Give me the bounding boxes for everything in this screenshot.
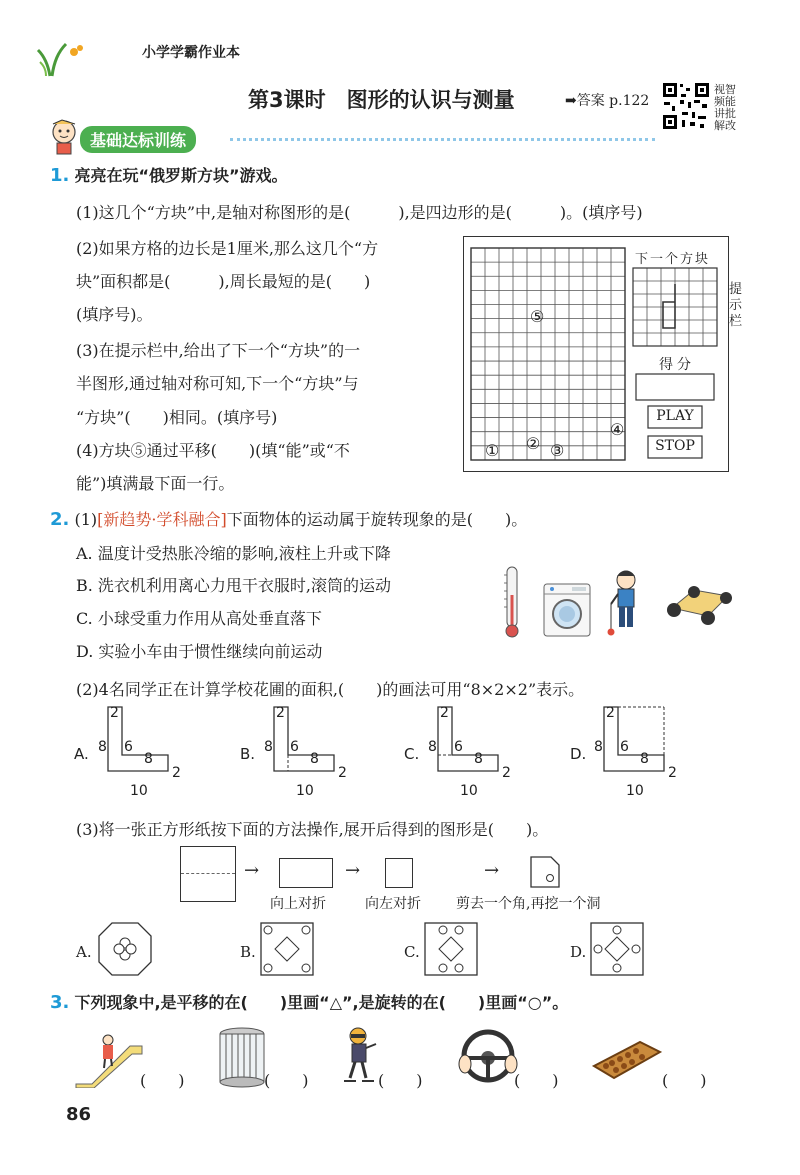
- marker-3: ③: [550, 441, 565, 460]
- banner-dotted-line: [230, 138, 655, 141]
- marker-4: ④: [610, 420, 625, 439]
- q1-line-5: (3)在提示栏中,给出了下一个“方块”的一: [76, 341, 361, 360]
- logo-sprout-icon: [36, 38, 86, 78]
- l-shape-label: 8: [474, 751, 483, 767]
- q1-line-3: 块”面积都是( ),周长最短的是( ): [76, 272, 371, 291]
- blank-2[interactable]: ( ): [264, 1071, 309, 1090]
- q1-line-1: (1)这几个“方块”中,是轴对称图形的是( ),是四边形的是( )。(填序号): [76, 203, 643, 222]
- l-shape-label: 2: [668, 765, 677, 781]
- q1-line-2: (2)如果方格的边长是1厘米,那么这几个“方: [76, 239, 379, 258]
- play-button[interactable]: PLAY: [656, 408, 694, 424]
- toy-car-icon: [664, 578, 736, 628]
- paper-square: [180, 846, 236, 902]
- tetris-game-figure: [463, 236, 743, 472]
- fold-option-d-label: D.: [570, 943, 587, 961]
- q1-line-7: “方块”( )相同。(填序号): [76, 408, 278, 427]
- l-shape-label: B.: [240, 745, 256, 763]
- q1-line-9: 能”)填满最下面一行。: [76, 474, 235, 493]
- q1-line-8: (4)方块⑤通过平移( )(填“能”或“不: [76, 441, 350, 460]
- escalator-icon: [74, 1030, 144, 1088]
- score-label: 得分: [659, 357, 695, 373]
- q2-part3: (3)将一张正方形纸按下面的方法操作,展开后得到的图形是( )。: [76, 820, 549, 839]
- q1-line-6: 半图形,通过轴对称可知,下一个“方块”与: [76, 374, 359, 393]
- q2-option-d: D. 实验小车由于惯性继续向前运动: [76, 642, 323, 661]
- fold-option-c-label: C.: [404, 943, 420, 961]
- l-shape-label: 8: [144, 751, 153, 767]
- l-shape-label: D.: [570, 745, 587, 763]
- q2-option-a: A. 温度计受热胀冷缩的影响,液柱上升或下降: [76, 544, 391, 563]
- q1-title: 1. 亮亮在玩“俄罗斯方块”游戏。: [50, 165, 288, 186]
- fold-step-3: 剪去一个角,再挖一个洞: [456, 896, 601, 912]
- steering-wheel-icon: [458, 1028, 518, 1086]
- fold-arrow-3: →: [484, 860, 500, 881]
- l-shape-label: 2: [502, 765, 511, 781]
- page-number: 86: [66, 1104, 92, 1125]
- blank-3[interactable]: ( ): [378, 1071, 423, 1090]
- q1-line-4: (填序号)。: [76, 305, 153, 324]
- revolving-door-icon: [218, 1026, 266, 1088]
- l-shape-options: [70, 705, 710, 800]
- l-shape-label: 2: [338, 765, 347, 781]
- l-shape-label: 10: [130, 783, 148, 799]
- l-shape-3: [570, 705, 677, 799]
- l-shape-label: 8: [264, 739, 273, 755]
- marker-5: ⑤: [530, 307, 545, 326]
- q2-part1: 2. (1)[新趋势·学科融合]下面物体的运动属于旋转现象的是( )。: [50, 509, 528, 530]
- q2-option-c: C. 小球受重力作用从高处垂直落下: [76, 609, 322, 628]
- hint-bar-label: 提示栏: [729, 282, 743, 329]
- fold-arrow-1: →: [244, 860, 260, 881]
- l-shape-label: 8: [640, 751, 649, 767]
- next-block-label: 下一个方块: [635, 252, 711, 267]
- paper-cut: [530, 856, 560, 888]
- l-shape-label: 2: [110, 705, 119, 721]
- fold-option-b[interactable]: [260, 922, 314, 976]
- washing-machine-icon: [542, 582, 592, 638]
- q3-number: 3.: [50, 992, 70, 1013]
- skater-icon: [340, 1026, 380, 1086]
- answer-reference[interactable]: ➡答案 p.122: [565, 93, 650, 109]
- l-shape-label: 8: [594, 739, 603, 755]
- q2-number: 2.: [50, 509, 70, 530]
- l-shape-label: 2: [440, 705, 449, 721]
- fold-option-c[interactable]: [424, 922, 478, 976]
- l-shape-label: 2: [276, 705, 285, 721]
- l-shape-label: 8: [428, 739, 437, 755]
- qr-side-text: 视智 频能 讲批 解改: [714, 83, 736, 132]
- l-shape-0: [74, 705, 181, 799]
- l-shape-label: 2: [172, 765, 181, 781]
- l-shape-label: C.: [404, 745, 420, 763]
- blank-5[interactable]: ( ): [662, 1071, 707, 1090]
- blank-4[interactable]: ( ): [514, 1071, 559, 1090]
- paper-folded-up: [279, 858, 333, 888]
- fold-option-d[interactable]: [590, 922, 644, 976]
- fold-step-2: 向左对折: [365, 896, 421, 912]
- trend-tag: [新趋势·学科融合]: [97, 510, 227, 529]
- l-shape-1: [240, 705, 347, 799]
- marker-2: ②: [526, 434, 541, 453]
- l-shape-label: 10: [460, 783, 478, 799]
- fold-arrow-2: →: [345, 860, 361, 881]
- fold-option-a-label: A.: [76, 943, 92, 961]
- stop-button[interactable]: STOP: [655, 438, 695, 454]
- fold-option-a[interactable]: [98, 922, 152, 976]
- l-shape-2: [404, 705, 511, 799]
- marker-1: ①: [485, 441, 500, 460]
- l-shape-label: A.: [74, 745, 89, 763]
- l-shape-label: 10: [296, 783, 314, 799]
- paper-folded-left: [385, 858, 413, 888]
- l-shape-label: 10: [626, 783, 644, 799]
- fold-step-1: 向上对折: [270, 896, 326, 912]
- section-banner: 基础达标训练: [80, 126, 196, 153]
- q3-title: 3. 下列现象中,是平移的在( )里画“△”,是旋转的在( )里画“○”。: [50, 992, 569, 1013]
- l-shape-label: 6: [620, 739, 629, 755]
- q2-part2: (2)4名同学正在计算学校花圃的面积,( )的画法可用“8×2×2”表示。: [76, 680, 585, 699]
- l-shape-label: 8: [310, 751, 319, 767]
- l-shape-label: 2: [606, 705, 615, 721]
- blank-1[interactable]: ( ): [140, 1071, 185, 1090]
- mascot-icon: [48, 118, 80, 156]
- qr-code-icon[interactable]: [662, 82, 710, 130]
- fold-option-b-label: B.: [240, 943, 256, 961]
- yoyo-boy-icon: [606, 568, 646, 640]
- book-title: 小学学霸作业本: [142, 45, 240, 61]
- thermometer-icon: [500, 565, 524, 639]
- abacus-icon: [592, 1036, 662, 1086]
- l-shape-label: 6: [454, 739, 463, 755]
- l-shape-label: 6: [290, 739, 299, 755]
- l-shape-label: 8: [98, 739, 107, 755]
- q2-option-b: B. 洗衣机利用离心力甩干衣服时,滚筒的运动: [76, 576, 392, 595]
- l-shape-label: 6: [124, 739, 133, 755]
- q1-number: 1.: [50, 165, 70, 186]
- lesson-title: 第3课时 图形的认识与测量: [248, 88, 515, 112]
